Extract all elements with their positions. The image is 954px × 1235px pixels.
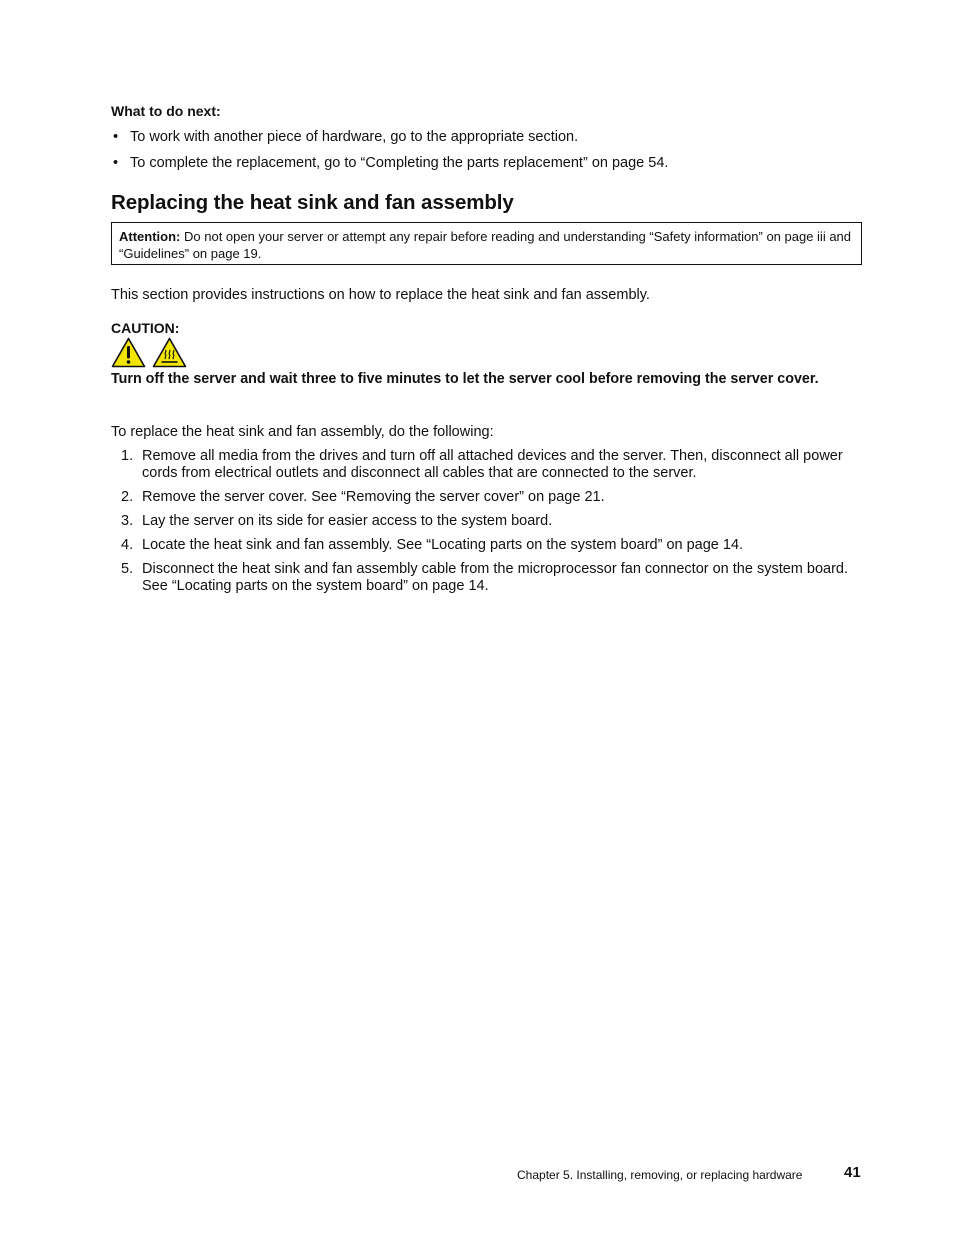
attention-notice (111, 222, 862, 265)
warning-exclamation-icon (111, 337, 146, 368)
list-item (111, 537, 863, 554)
steps-intro: To replace the heat sink and fan assembly, do the following: (111, 424, 494, 440)
list-item-text: To work with another piece of hardware, go to the appropriate section. (130, 129, 579, 145)
step-number: 1. (121, 448, 134, 464)
list-item (111, 154, 668, 180)
list-item-text: To complete the replacement, go to “Completing the parts replacement” on page 54. (130, 155, 669, 171)
list-item (111, 489, 863, 506)
what-to-do-next-heading: What to do next: (111, 103, 221, 119)
step-text: Locate the heat sink and fan assembly. See “Locating parts on the system board” on page 14. (142, 537, 744, 553)
step-text: Remove the server cover. See “Removing the server cover” on page 21. (142, 489, 605, 505)
page-number: 41 (844, 1164, 861, 1181)
caution-label: CAUTION: (111, 320, 180, 336)
bullet-icon: • (113, 129, 119, 145)
footer-chapter-title: Chapter 5. Installing, removing, or replacing hardware (517, 1168, 803, 1182)
step-text: Disconnect the heat sink and fan assembly cable from the microprocessor fan connector on the system board. See “Locating parts on the system board” on page 14. (142, 561, 849, 594)
step-number: 3. (121, 513, 134, 529)
list-item (111, 128, 668, 154)
step-number: 5. (121, 561, 134, 577)
section-title: Replacing the heat sink and fan assembly (111, 191, 514, 214)
list-item (111, 448, 863, 482)
attention-text: Do not open your server or attempt any repair before reading and understanding “Safety information” on page iii and “Guidelines” on page 19. (119, 229, 852, 261)
step-number: 4. (121, 537, 134, 553)
next-steps-list (111, 128, 668, 180)
caution-text: Turn off the server and wait three to five minutes to let the server cool before removing the server cover. (111, 371, 819, 387)
list-item (111, 513, 863, 530)
bullet-icon: • (113, 155, 119, 171)
step-text: Remove all media from the drives and turn off all attached devices and the server. Then, disconnect all power cords from electrical outlets and disconnect all cables that are connected to the server. (142, 448, 843, 481)
attention-label: Attention: (119, 229, 181, 244)
caution-icons (111, 337, 187, 369)
procedure-steps (111, 448, 863, 602)
list-item (111, 561, 863, 595)
step-number: 2. (121, 489, 134, 505)
intro-paragraph: This section provides instructions on how to replace the heat sink and fan assembly. (111, 287, 650, 303)
hot-surface-icon (152, 337, 187, 368)
step-text: Lay the server on its side for easier access to the system board. (142, 513, 553, 529)
